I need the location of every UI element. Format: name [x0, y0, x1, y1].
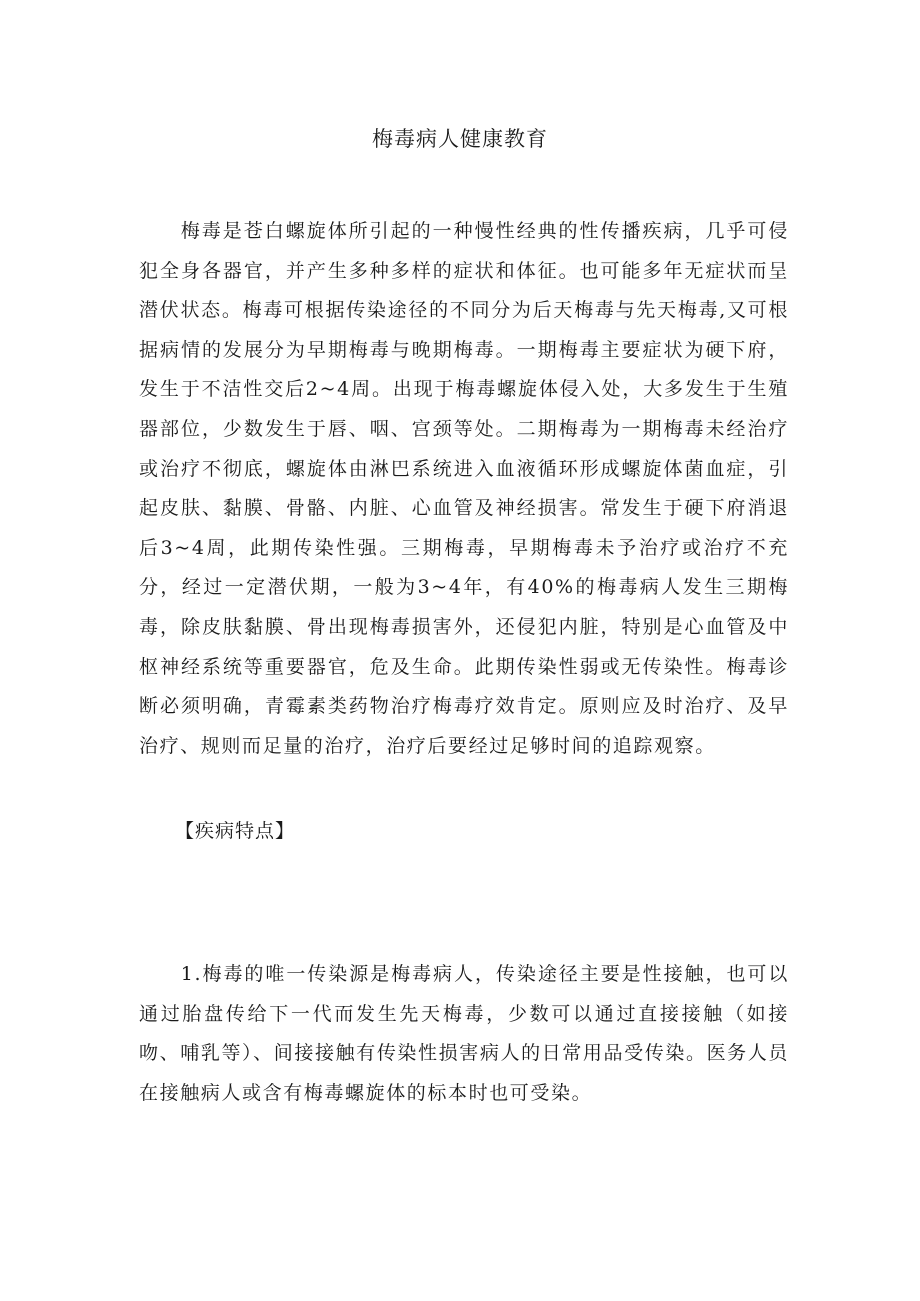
disease-feature-paragraph: 1.梅毒的唯一传染源是梅毒病人，传染途径主要是性接触，也可以通过胎盘传给下一代而发生先天梅毒，少数可以通过直接接触（如接吻、哺乳等）、间接接触有传染性损害病人的日常用品受传染。医务人员在接触病人或含有梅毒螺旋体的标本时也可受染。	[139, 963, 789, 1104]
document-title: 梅毒病人健康教育	[372, 127, 548, 151]
section-heading: 【疾病特点】	[175, 820, 296, 842]
intro-paragraph: 梅毒是苍白螺旋体所引起的一种慢性经典的性传播疾病，几乎可侵犯全身各器官，并产生多种多样的症状和体征。也可能多年无症状而呈潜伏状态。梅毒可根据传染途径的不同分为后天梅毒与先天梅毒,又可根据病情的发展分为早期梅毒与晚期梅毒。一期梅毒主要症状为硬下府，发生于不洁性交后2~4周。出现于梅毒螺旋体侵入处，大多发生于生殖器部位，少数发生于唇、咽、宫颈等处。二期梅毒为一期梅毒未经治疗或治疗不彻底，螺旋体由淋巴系统进入血液循环形成螺旋体菌血症，引起皮肤、黏膜、骨骼、内脏、心血管及神经损害。常发生于硬下府消退后3~4周，此期传染性强。三期梅毒，早期梅毒未予治疗或治疗不充分，经过一定潜伏期，一般为3~4年，有40%的梅毒病人发生三期梅毒，除皮肤黏膜、骨出现梅毒损害外，还侵犯内脏，特别是心血管及中枢神经系统等重要器官，危及生命。此期传染性弱或无传染性。梅毒诊断必须明确，青霉素类药物治疗梅毒疗效肯定。原则应及时治疗、及早治疗、规则而足量的治疗，治疗后要经过足够时间的追踪观察。	[139, 220, 789, 757]
